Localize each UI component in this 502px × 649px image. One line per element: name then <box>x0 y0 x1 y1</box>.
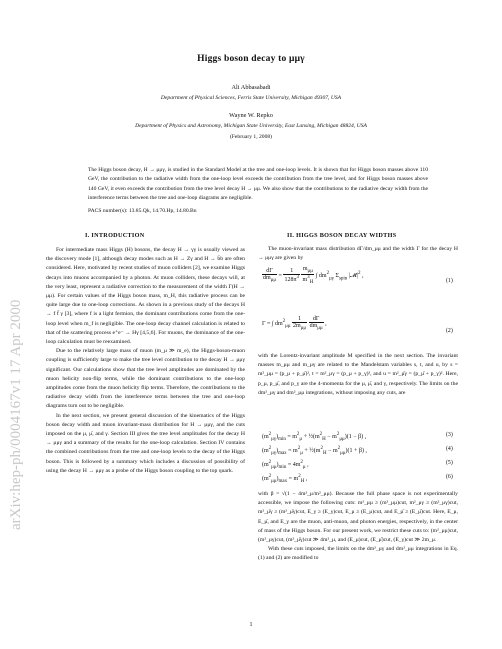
equation-1-label: (1) <box>446 278 453 284</box>
cuts-text <box>258 490 458 564</box>
author-2-affiliation: Department of Physics and Astronomy, Michigan State University, East Lansing, Michigan 48824, USA <box>135 123 367 129</box>
mandelstam-paragraph: with the Lorentz-invariant amplitude M specified in the next section. The invariant masses m_μμ and m_μγ are related to the Mandelstam variables s, t, and u, by s = m²_μμ = (p_μ + p_μ̄)², t = m²_μγ = (p_μ + p_γ)², and u = m²_μ̄γ = (p_μ̄ + p_γ)². Here, p_μ, p_μ̄, and p_γ are the 4-momenta for the μ, μ̄, and γ, respectively. The limits on the dm²_μγ and dm²_μμ integrations, without imposing any cuts, are <box>258 353 458 396</box>
page-number: 1 <box>249 622 253 628</box>
author-2-name: Wayne W. Repko <box>229 112 273 119</box>
equation-3: $(m^2_{\mu\gamma})_{min} = m^2_\mu$ + $\frac{1}{2}(m^2_H - m^2_{\mu\mu})(1 - \beta)$ , <box>262 432 367 443</box>
abstract: The Higgs boson decay, H → μμγ, is studied in the Standard Model at the tree and one-loop levels. It is shown that for Higgs boson masses above 110 GeV, the contribution to the radiative width from the one-loop level exceeds the contribution from the tree level, and for Higgs boson masses above 140 GeV, it even exceeds the contribution from the tree level decay H → μμ. We also show that the contributions to the radiative decay width from the interference terms between the tree and one-loop diagrams are negligible. <box>88 167 428 202</box>
pacs-numbers: PACS number(s): 13.85.Qk, 14.70.Hp, 14.80.Bn <box>88 208 197 214</box>
decay-widths-intro-text: The muon-invariant mass distribution dΓ/dm_μμ and the width Γ for the decay H → μμγ are given by <box>258 246 458 262</box>
arxiv-identifier: arXiv:hep-ph/0004167v1 17 Apr 2000 <box>8 299 24 530</box>
equation-4-label: (4) <box>446 446 453 452</box>
equation-6: $(m^2_{\mu\mu})_{max} = m^2_H$ , <box>262 474 308 485</box>
equation-1: $\frac{d\Gamma}{dm_{\mu\mu}}$ = $\frac{1}{128\pi^3}$ $\frac{m_{\mu\mu}}{m^3_H}$ ∫ $dm^2_{\mu\gamma}$ $\Sigma_{spin}$ $|𝓜|^2$ , <box>263 266 364 286</box>
author-1-affiliation: Department of Physical Sciences, Ferris State University, Michigan 49307, USA <box>160 95 342 101</box>
paper-title: Higgs boson decay to μμγ <box>197 54 305 64</box>
equation-2: Γ = ∫ $dm^2_{\mu\mu}$ $\frac{1}{2m_{\mu\mu}}$ $\frac{d\Gamma}{dm_{\mu\mu}}$ , <box>262 316 327 332</box>
introduction-body <box>46 246 245 476</box>
mandelstam-text <box>258 352 458 398</box>
equation-5: $(m^2_{\mu\mu})_{min} = 4m^2_\mu$ , <box>262 460 309 471</box>
equation-6-label: (6) <box>446 474 453 480</box>
section-heading-decay-widths: II. HIGGS BOSON DECAY WIDTHS <box>287 232 397 239</box>
arxiv-stamp <box>4 150 26 530</box>
cuts-limits-paragraph: With these cuts imposed, the limits on the dm²_μγ and dm²_μμ integrations in Eq. (1) and (2) are modified to <box>258 546 458 562</box>
equation-5-label: (5) <box>446 460 453 466</box>
intro-paragraph-2: Due to the relatively large mass of muon (m_μ ≫ m_e), the Higgs-boson-muon coupling is sufficiently large to make the tree level contribution to the decay H → μμγ significant. Our calculations show that the tree level amplitudes are dominated by the muon helicity non-flip terms, while the dominant contributions to the one-loop amplitudes come from the muon helicity flip terms. Therefore, the contributions to the radiative decay width from the interference terms between the tree and one-loop diagrams turn out to be negligible. <box>46 348 245 410</box>
intro-paragraph-1: For intermediate mass Higgs (H) bosons, the decay H → γγ is usually viewed as the discovery mode [1], although decay modes such as H → Zγ and H → b̄b are often considered. Here, motivated by recent studies of muon colliders [2], we examine Higgs decays into muons accompanied by a photon. At muon colliders, these decays will, at the very least, represent a radiative correction to the measurement of the width Γ(H → μμ). For certain values of the Higgs boson mass, m_H, this radiative process can be quite large due to one-loop corrections. As shown in a previous study of the decays H → f f̄ γ [3], where f is a light fermion, the dominant contributions come from the one-loop level when m_f is negligible. The one-loop decay channel calculation is related to that of the scattering process e⁺e⁻ → Hγ [4,5,6]. For muons, the dominance of the one-loop calculation must be reexamined. <box>46 247 245 346</box>
section-heading-introduction: I. INTRODUCTION <box>85 232 145 239</box>
equation-3-label: (3) <box>446 432 453 438</box>
intro-paragraph-3: In the next section, we present general discussion of the kinematics of the Higgs boson decay width and muon invariant-mass distribution for H → μμγ, and the cuts imposed on the μ, μ̄, and γ. Section III gives the tree level amplitudes for the decay H → μμγ and a summary of the results for the one-loop calculation. Section IV contains the combined contributions from the tree and one-loop levels to the decay of the Higgs boson. This is followed by a summary which includes a discussion of possibility of using the decay H → μμγ as a probe of the Higgs boson coupling to the top quark. <box>46 412 245 474</box>
equation-4: $(m^2_{\mu\gamma})_{max} = m^2_\mu$ + $\frac{1}{2}(m^2_H - m^2_{\mu\mu})(1 + \beta)$ , <box>262 446 367 457</box>
arxiv-stamp-graphic <box>4 150 26 530</box>
decay-widths-intro <box>258 245 458 263</box>
paper-date: (February 1, 2008) <box>229 134 273 140</box>
equation-2-label: (2) <box>446 328 453 334</box>
author-1-name: Ali Abbasabadi <box>231 84 271 91</box>
cuts-paragraph: with β = √(1 − 4m²_μ/m²_μμ). Because the full phase space is not experimentally accessible, we impose the following cuts: m²_μμ ≥ (m²_μμ)cut, m²_μγ ≥ (m²_μγ)cut, m²_μ̄γ ≥ (m²_μ̄γ)cut, E_γ ≥ (E_γ)cut, E_μ ≥ (E_μ)cut, and E_μ̄ ≥ (E_μ̄)cut. Here, E_μ, E_μ̄, and E_γ are the muon, anti-muon, and photon energies, respectively, in the center of mass of the Higgs boson. For our present work, we restrict these cuts to: (m²_μμ)cut, (m²_μγ)cut, (m²_μ̄γ)cut ≫ 4m²_μ, and (E_μ)cut, (E_μ̄)cut, (E_γ)cut ≫ 2m_μ. <box>258 491 458 544</box>
